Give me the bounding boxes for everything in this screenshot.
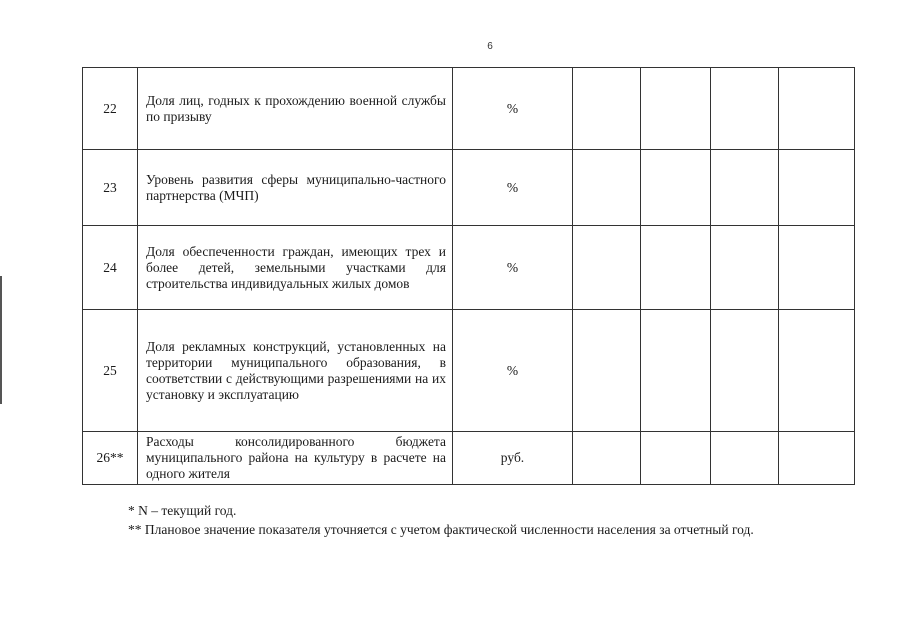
row-number: 26** — [83, 432, 138, 485]
value-cell — [641, 68, 711, 150]
row-number: 24 — [83, 226, 138, 310]
row-number: 23 — [83, 150, 138, 226]
value-cell — [641, 150, 711, 226]
indicator-name — [138, 150, 453, 226]
value-cell — [641, 432, 711, 485]
indicator-name-text: Доля лиц, годных к прохождению военной службы по призыву — [146, 92, 446, 124]
unit-cell: % — [453, 310, 573, 432]
value-cell — [779, 432, 855, 485]
footnote-current-year: * N – текущий год. — [128, 503, 237, 518]
value-cell — [779, 310, 855, 432]
unit-cell: % — [453, 150, 573, 226]
value-cell — [641, 226, 711, 310]
table-row — [83, 310, 855, 432]
row-number: 22 — [83, 68, 138, 150]
value-cell — [779, 150, 855, 226]
value-cell — [573, 226, 641, 310]
value-cell — [779, 68, 855, 150]
value-cell — [711, 226, 779, 310]
indicator-name-text: Расходы консолидированного бюджета муниципального района на культуру в расчете на одного жителя — [146, 434, 446, 481]
table-row — [83, 150, 855, 226]
value-cell — [573, 310, 641, 432]
scan-edge-mark — [0, 276, 2, 404]
value-cell — [711, 68, 779, 150]
unit-cell: % — [453, 226, 573, 310]
indicator-name-text: Уровень развития сферы муниципально-частного партнерства (МЧП) — [146, 171, 446, 203]
row-number: 25 — [83, 310, 138, 432]
indicator-name-text: Доля рекламных конструкций, установленных на территории муниципального образования, в соответствии с действующими разрешениями на их установку и эксплуатацию — [146, 338, 446, 402]
value-cell — [779, 226, 855, 310]
indicator-name — [138, 310, 453, 432]
indicator-name — [138, 432, 453, 485]
page-number: 6 — [487, 41, 493, 52]
unit-cell: % — [453, 68, 573, 150]
indicators-table — [82, 67, 855, 485]
value-cell — [573, 68, 641, 150]
value-cell — [711, 310, 779, 432]
value-cell — [711, 150, 779, 226]
indicator-name-text: Доля обеспеченности граждан, имеющих трех и более детей, земельными участками для строительства индивидуальных жилых домов — [146, 243, 446, 291]
table-row — [83, 432, 855, 485]
value-cell — [573, 150, 641, 226]
footnote-planned-value: ** Плановое значение показателя уточняется с учетом фактической численности населения за отчетный год. — [128, 522, 754, 537]
indicator-name — [138, 68, 453, 150]
value-cell — [573, 432, 641, 485]
unit-cell: руб. — [453, 432, 573, 485]
table-row — [83, 226, 855, 310]
value-cell — [641, 310, 711, 432]
value-cell — [711, 432, 779, 485]
table-row — [83, 68, 855, 150]
footnotes — [128, 501, 754, 539]
indicator-name — [138, 226, 453, 310]
